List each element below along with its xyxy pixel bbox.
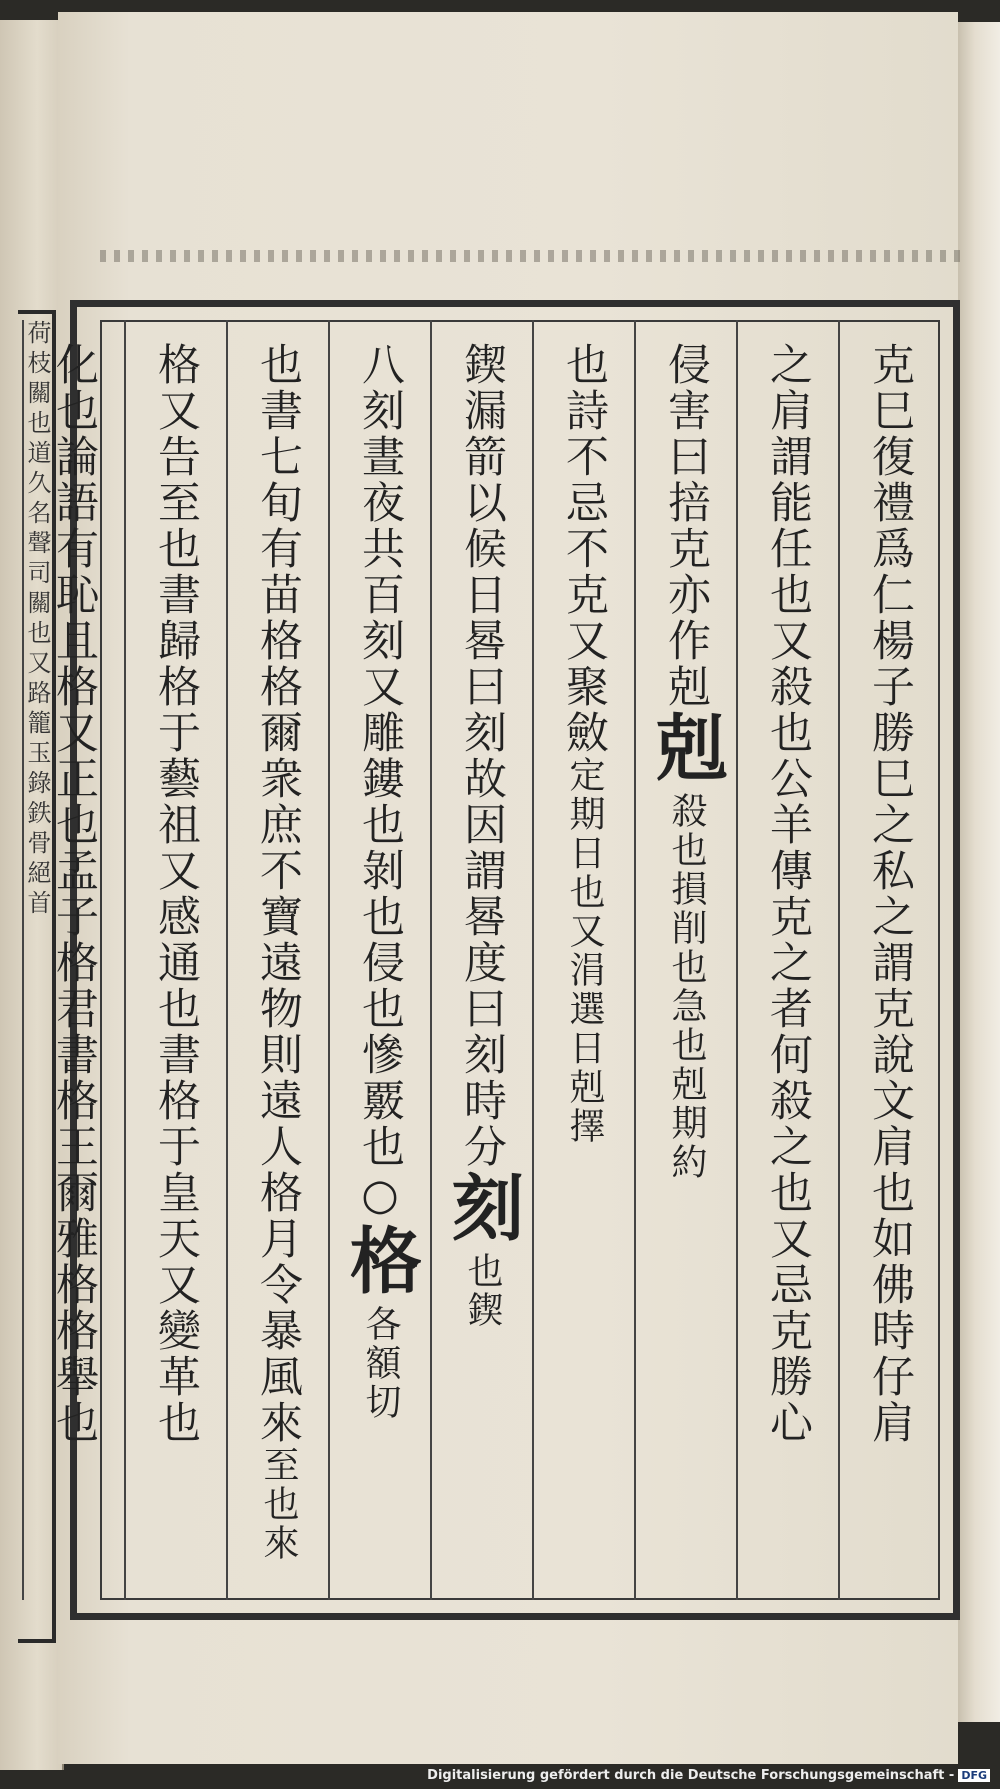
digitization-credit [427, 1768, 990, 1783]
text-column [22, 320, 124, 1600]
column-text: 格又告至也書歸格于藝祖又感通也書格于皇天又變革也 [151, 342, 201, 1446]
text-column [226, 320, 328, 1600]
ink-bleed-strip [100, 250, 960, 262]
text-column [430, 320, 532, 1600]
column-gloss: 定期日也又涓選日剋擇 [564, 756, 605, 1146]
column-text: 侵害曰掊克亦作剋 [661, 342, 711, 710]
credit-text: Digitalisierung gefördert durch die Deutsche Forschungsgemeinschaft - [427, 1768, 955, 1783]
text-column [736, 320, 838, 1600]
text-column [838, 320, 940, 1600]
headword: 剋 [644, 710, 729, 792]
headword: 刻 [440, 1170, 525, 1252]
column-gloss: 至也來 [258, 1446, 299, 1563]
left-page-text: 荷枝關也道久名聲司關也又路籠玉錄鉄骨絕首 [23, 320, 51, 920]
column-text: 克巳復禮爲仁楊子勝巳之私之謂克說文肩也如佛時仔肩 [865, 342, 915, 1446]
dfg-logo: DFG [958, 1769, 990, 1782]
column-gloss: 各額切 [360, 1305, 401, 1422]
text-column [0, 320, 22, 1600]
column-text: 八刻晝夜共百刻又雕鏤也剝也侵也慘覈也○ [355, 342, 405, 1223]
column-text: 也詩不忌不克又聚斂 [559, 342, 609, 756]
column-text: 化也論語有恥且格又正也孟子格君書格王爾雅格格舉也 [49, 342, 99, 1446]
text-column [328, 320, 430, 1600]
text-columns [49, 320, 940, 1600]
column-gloss: 殺也損削也急也剋期約 [666, 792, 707, 1182]
text-column [124, 320, 226, 1600]
text-column [634, 320, 736, 1600]
column-text: 也書七旬有苗格格爾衆庶不寶遠物則遠人格月令暴風來 [253, 342, 303, 1446]
text-column [532, 320, 634, 1600]
headword: 格 [338, 1223, 423, 1305]
column-gloss: 也鍥 [462, 1252, 503, 1330]
column-text: 鍥漏箭以候日晷曰刻故因謂晷度曰刻時分 [457, 342, 507, 1170]
right-page-edge [958, 22, 1000, 1722]
column-text: 之肩謂能任也又殺也公羊傳克之者何殺之也又忌克勝心 [763, 342, 813, 1446]
